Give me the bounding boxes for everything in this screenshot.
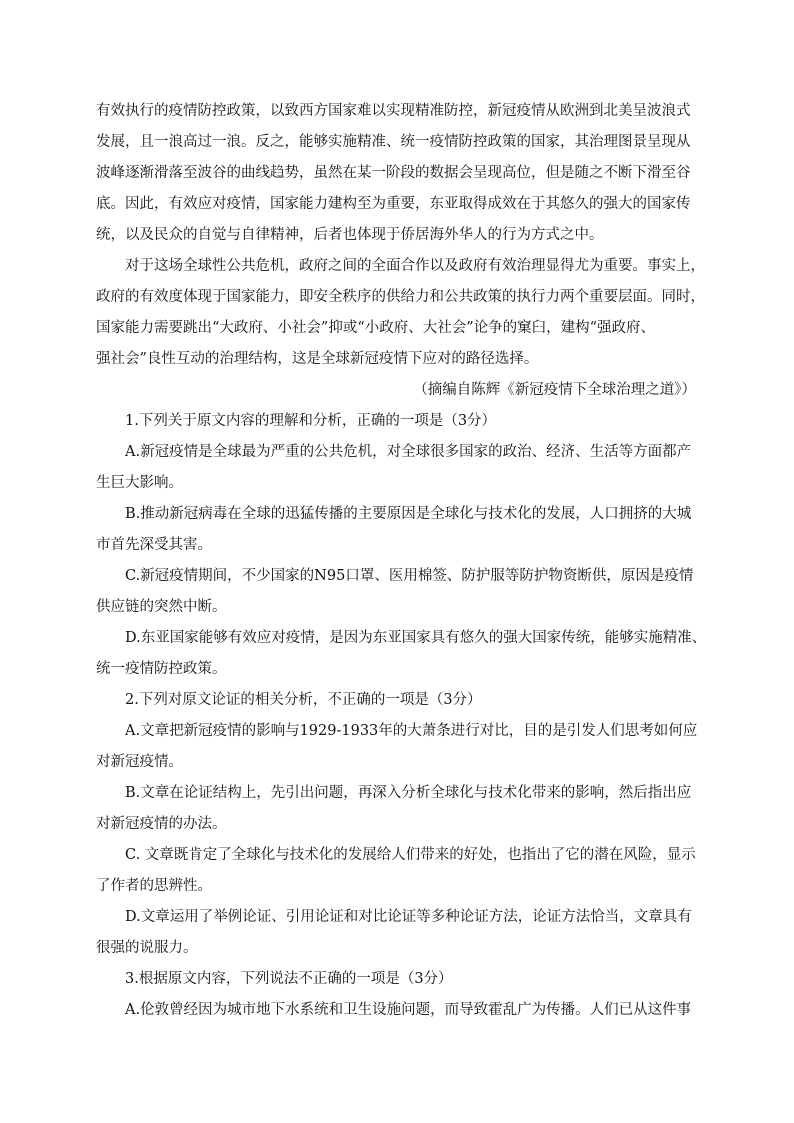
paragraph-2 [96,251,705,375]
option-c [96,561,702,623]
option-d [96,902,702,964]
text-line: 强社会”良性互动的治理结构，这是全球新冠疫情下应对的路径选择。 [96,351,539,367]
option-line: A.文章把新冠疫情的影响与1929-1933年的大萧条进行对比，目的是引发人们思考如何应 [125,723,698,739]
option-a [96,437,702,499]
text-line: 发展，且一浪高过一浪。反之，能够实施精准、统一疫情防控政策的国家，其治理图景呈现从 [96,134,691,150]
text-line: 国家能力需要跳出“大政府、小社会”抑或“小政府、大社会”论争的窠臼，建构“强政府、 [96,320,656,336]
question-stem: 1.下列关于原文内容的理解和分析，正确的一项是（3分） [125,413,497,429]
option-a [96,995,702,1026]
option-a [96,716,702,778]
text-line: 有效执行的疫情防控政策，以致西方国家难以实现精准防控，新冠疫情从欧洲到北美呈波浪式 [96,103,691,119]
option-line: 对新冠疫情的办法。 [96,816,227,832]
option-line: C.新冠疫情期间，不少国家的N95口罩、医用棉签、防护服等防护物资断供，原因是疫情 [125,568,694,584]
option-line: 市首先深受其害。 [96,537,212,553]
option-line: 供应链的突然中断。 [96,599,227,615]
question-stem: 3.根据原文内容，下列说法不正确的一项是（3分） [125,971,453,987]
option-line: B.推动新冠病毒在全球的迅猛传播的主要原因是全球化与技术化的发展，人口拥挤的大城 [125,506,692,522]
text-line: 对于这场全球性公共危机，政府之间的全面合作以及政府有效治理显得尤为重要。事实上， [125,258,705,274]
text-line: 波峰逐渐滑落至波谷的曲线趋势，虽然在某一阶段的数据会呈现高位，但是随之不断下滑至谷 [96,165,691,181]
source-citation: （摘编自陈辉《新冠疫情下全球治理之道》） [413,382,696,398]
option-b [96,778,702,840]
option-line: A.新冠疫情是全球最为严重的公共危机，对全球很多国家的政治、经济、生活等方面都产 [125,444,692,460]
option-line: 了作者的思辨性。 [96,878,212,894]
page-content [96,96,707,1026]
text-line: 政府的有效度体现于国家能力，即安全秩序的供给力和公共政策的执行力两个重要层面。同时， [96,289,705,305]
text-line: 底。因此，有效应对疫情，国家能力建构至为重要，东亚取得成效在于其悠久的强大的国家传 [96,196,691,212]
option-line: C. 文章既肯定了全球化与技术化的发展给人们带来的好处，也指出了它的潜在风险，显示 [125,847,696,863]
option-line: A.伦敦曾经因为城市地下水系统和卫生设施问题，而导致霍乱广为传播。人们已从这件事 [125,1002,692,1018]
question-1 [96,406,707,685]
question-stem: 2.下列对原文论证的相关分析，不正确的一项是（3分） [125,692,482,708]
option-line: D.东亚国家能够有效应对疫情，是因为东亚国家具有悠久的强大国家传统，能够实施精准、 [125,630,707,646]
option-line: 统一疫情防控政策。 [96,661,227,677]
option-c [96,840,702,902]
question-3 [96,964,702,1026]
option-b [96,499,702,561]
option-line: 很强的说服力。 [96,940,198,956]
question-2 [96,685,702,964]
paragraph-1 [96,96,702,251]
option-line: 对新冠疫情。 [96,754,183,770]
option-d [96,623,707,685]
text-line: 统，以及民众的自觉与自律精神，后者也体现于侨居海外华人的行为方式之中。 [96,227,604,243]
option-line: 生巨大影响。 [96,475,183,491]
option-line: D.文章运用了举例论证、引用论证和对比论证等多种论证方法，论证方法恰当，文章具有 [125,909,692,925]
option-line: B.文章在论证结构上，先引出问题，再深入分析全球化与技术化带来的影响，然后指出应 [125,785,692,801]
